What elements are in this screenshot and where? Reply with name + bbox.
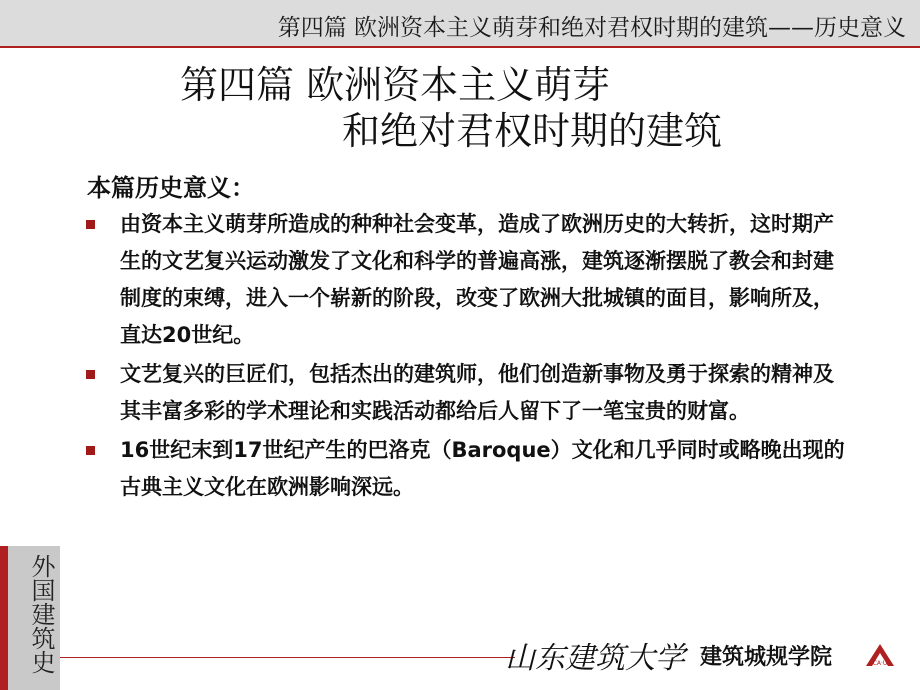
university-logo: 山东建筑大学 [505,641,685,676]
side-tab-label: 外国建筑史 [27,554,55,674]
header-divider [0,46,920,48]
slide-title [180,62,840,154]
square-bullet-icon [86,220,95,229]
square-bullet-icon [86,446,95,455]
bullet-item [86,432,846,506]
department-name: 建筑城规学院 [700,645,833,670]
square-bullet-icon [86,370,95,379]
slide-title-line1: 第四篇 欧洲资本主义萌芽 [180,63,611,107]
side-tab-accent [0,546,8,690]
header-title: 第四篇 欧洲资本主义萌芽和绝对君权时期的建筑——历史意义 [277,15,906,41]
bullet-text: 16世纪末到17世纪产生的巴洛克（Baroque）文化和几乎同时或略晚出现的古典主义文化在欧洲影响深远。 [120,438,845,499]
bullet-item [86,356,846,430]
emblem-text: CA·U [872,660,888,667]
bullet-item [86,206,846,354]
side-tab [0,546,60,690]
footer-divider [60,657,515,658]
bullet-text: 由资本主义萌芽所造成的种种社会变革，造成了欧洲历史的大转折，这时期产生的文艺复兴运动激发了文化和科学的普遍高涨，建筑逐渐摆脱了教会和封建制度的束缚，进入一个崭新的阶段，改变了欧洲大批城镇的面目，影响所及，直达20世纪。 [120,212,834,347]
bullet-text: 文艺复兴的巨匠们，包括杰出的建筑师，他们创造新事物及勇于探索的精神及其丰富多彩的学术理论和实践活动都给后人留下了一笔宝贵的财富。 [120,362,834,423]
college-emblem-icon [864,640,896,668]
bullet-list [86,206,846,508]
header-bar [0,0,920,46]
slide-title-line2: 和绝对君权时期的建筑 [342,109,723,153]
section-subheading: 本篇历史意义： [87,174,255,202]
